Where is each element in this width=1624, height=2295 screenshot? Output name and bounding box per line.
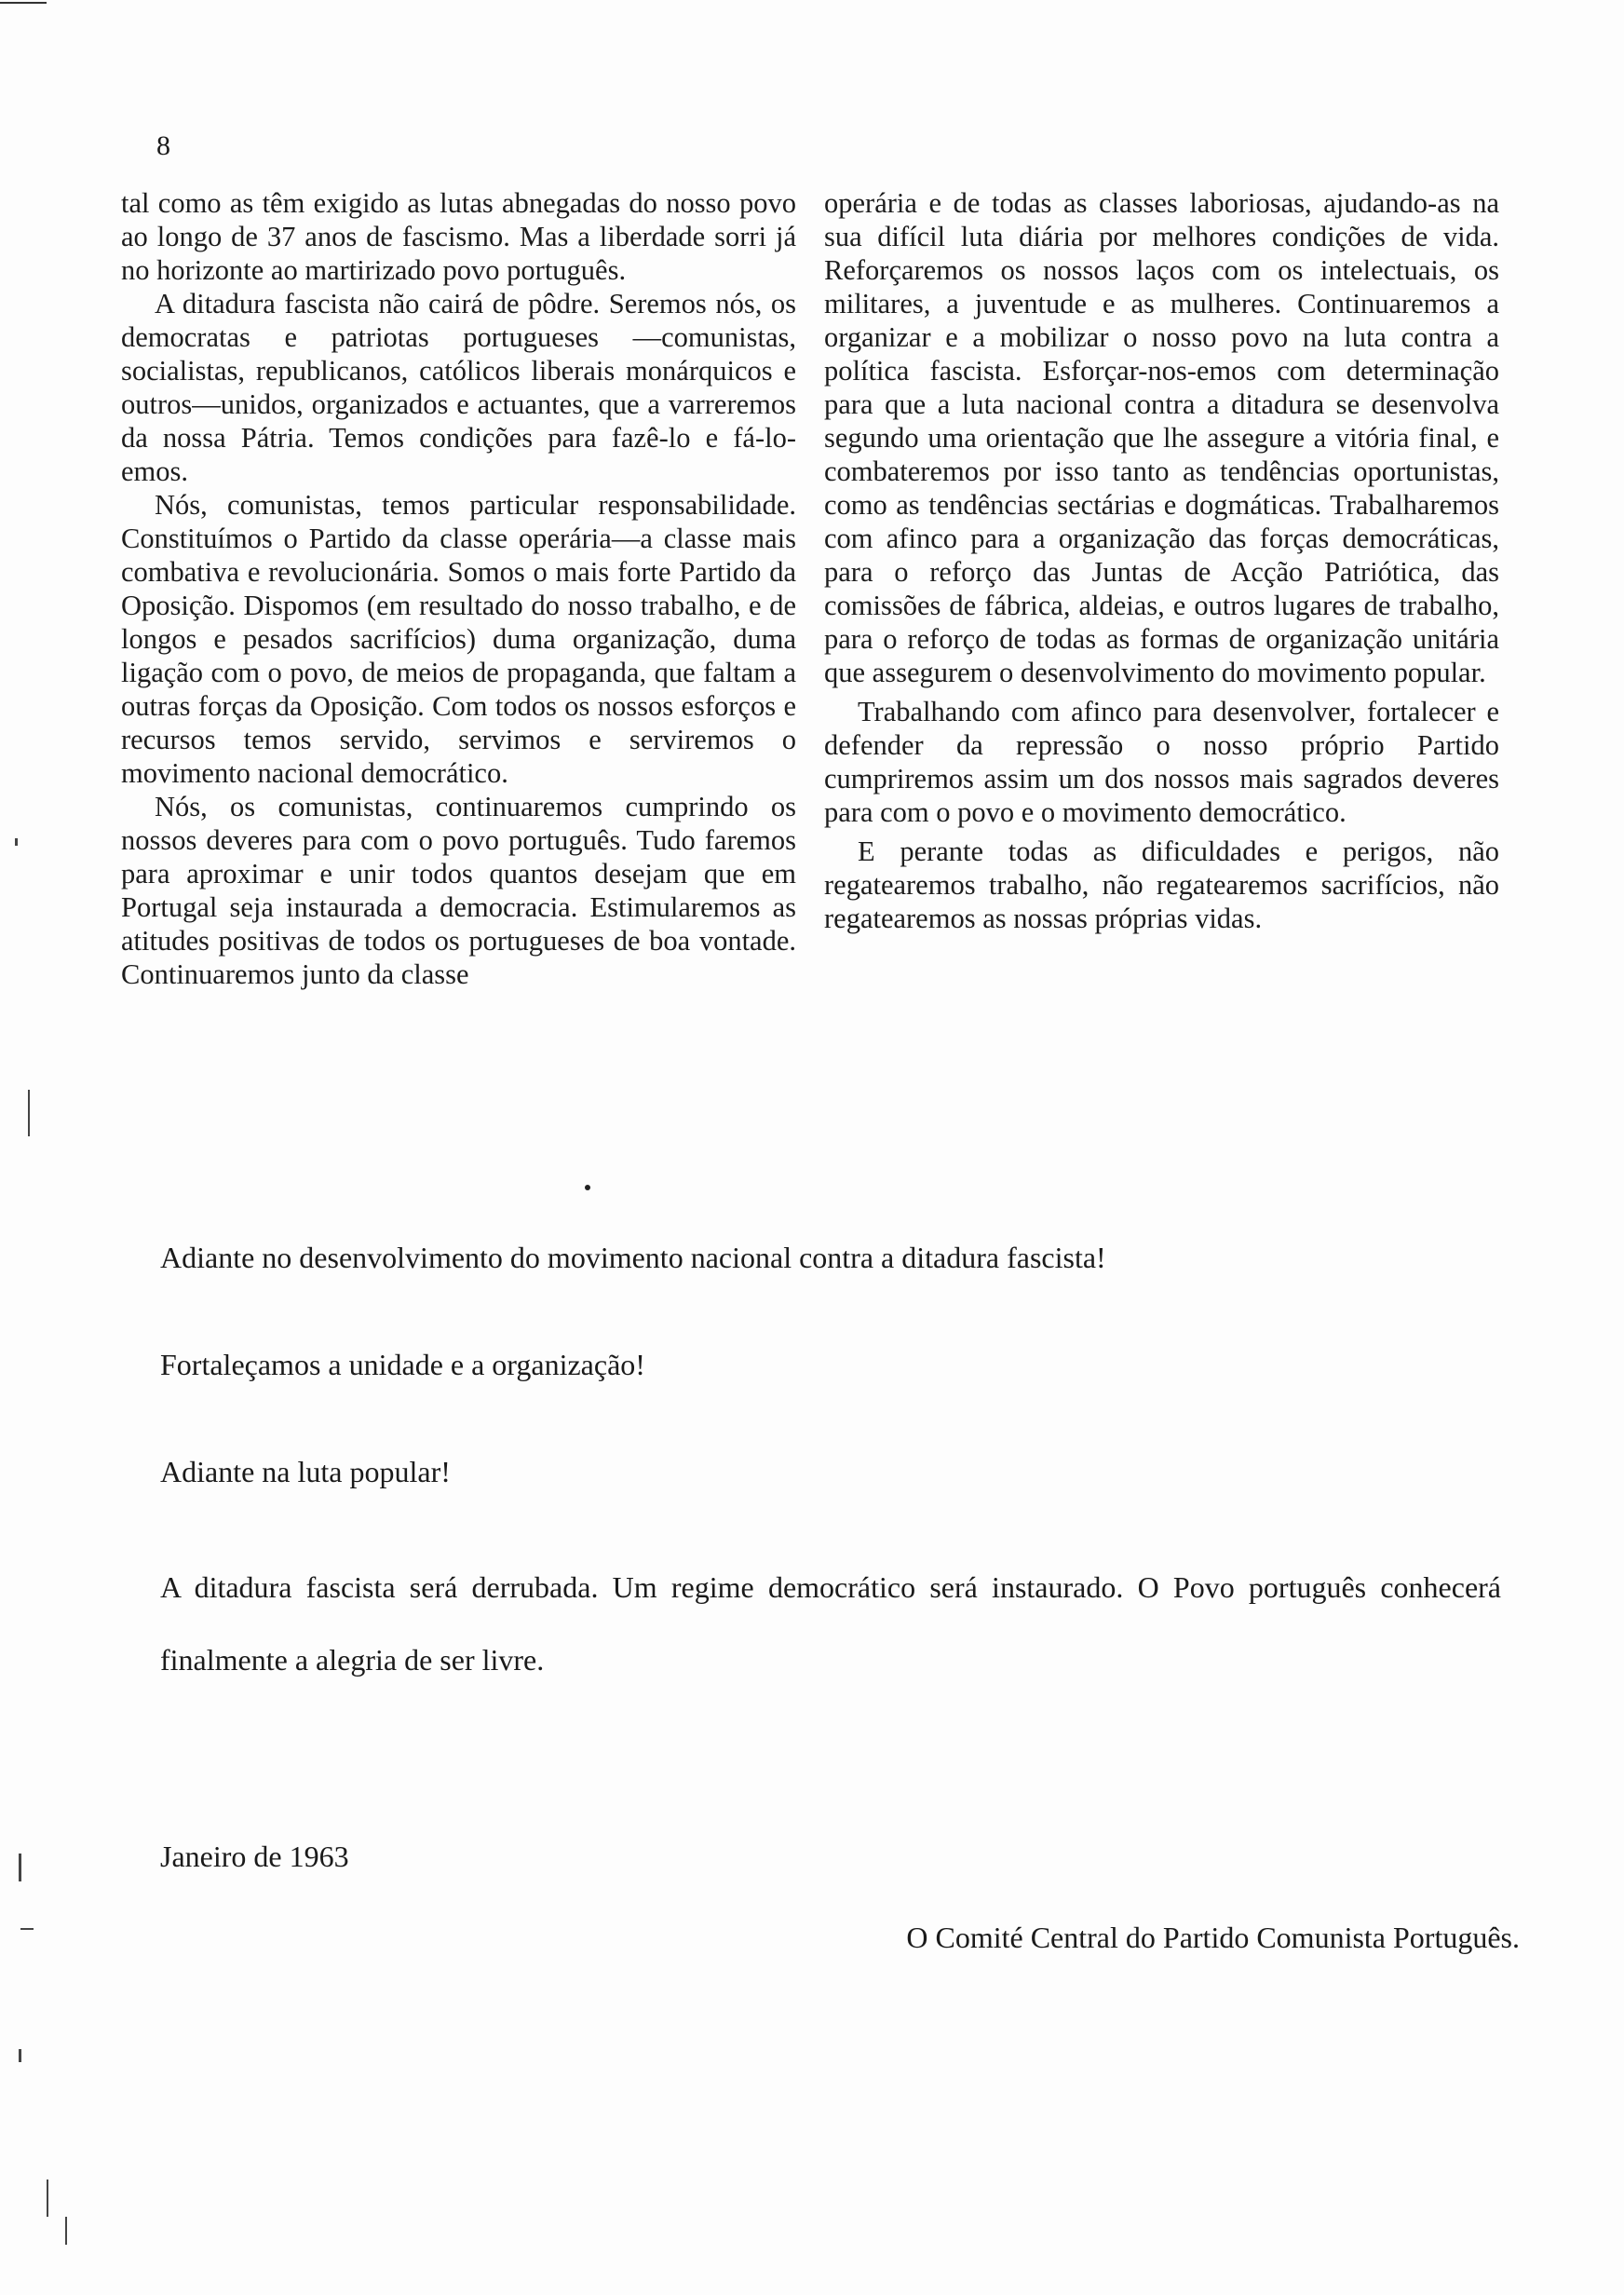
- signature-line: O Comité Central do Partido Comunista Português.: [906, 1921, 1520, 1954]
- body-columns: [121, 186, 1499, 991]
- document-date: Janeiro de 1963: [160, 1840, 349, 1873]
- scan-margin-mark: [28, 1090, 30, 1136]
- right-paragraph-1: operária e de todas as classes laboriosas, ajudando-as na sua difícil luta diária por melhores condições de vida. Reforçaremos os nossos laços com os intelectuais, os militares, a juventude e as mulheres. Continuaremos a organizar e a mobilizar o nosso povo na luta contra a política fascista. Esforçar-nos-emos com determinação para que a luta nacional contra a ditadura se desenvolva segundo uma orientação que lhe assegure a vitória final, e combateremos por isso tanto as tendências oportunistas, como as tendências sectárias e dogmáticas. Trabalharemos com afinco para a organização das forças democráticas, para o reforço das Juntas de Acção Patriótica, das comissões de fábrica, aldeias, e outros lugares de trabalho, para o reforço de todas as formas de organização unitária que assegurem o desenvolvimento do movimento popular.: [824, 187, 1499, 688]
- left-paragraph-3: Nós, comunistas, temos particular responsabilidade. Constituímos o Partido da classe operária—a classe mais combativa e revolucionária. Somos o mais forte Partido da Oposição. Dispomos (em resultado do nosso trabalho, e de longos e pesados sacrifícios) duma organização, duma ligação com o povo, de meios de propaganda, que faltam a outras forças da Oposição. Com todos os nossos esforços e recursos temos servido, servimos e serviremos o movimento nacional democrático.: [121, 489, 796, 789]
- right-paragraph-2: Trabalhando com afinco para desenvolver, fortalecer e defender da repressão o nosso próprio Partido cumpriremos assim um dos nossos mais sagrados deveres para com o povo e o movimento democrático.: [824, 696, 1499, 828]
- slogans-block: [160, 1239, 1501, 1766]
- right-column: [824, 186, 1499, 991]
- scan-edge-mark: [0, 2, 47, 4]
- left-paragraph-4: Nós, os comunistas, continuaremos cumprindo os nossos deveres para com o povo português. Tudo faremos para aproximar e unir todos quantos desejam que em Portugal seja instaurada a democracia. Estimularemos as atitudes positivas de todos os portugueses de boa vontade. Continuaremos junto da classe: [121, 791, 796, 990]
- left-paragraph-1: tal como as têm exigido as lutas abnegadas do nosso povo ao longo de 37 anos de fascismo. Mas a liberdade sorri já no horizonte ao martirizado povo português.: [121, 187, 796, 286]
- slogan-1: Adiante no desenvolvimento do movimento nacional contra a ditadura fascista!: [160, 1241, 1106, 1274]
- scan-margin-mark: [20, 1928, 34, 1930]
- scan-margin-mark: [15, 838, 18, 846]
- ink-dot: [585, 1185, 590, 1190]
- scan-margin-mark: [19, 2049, 21, 2062]
- scan-margin-mark: [19, 1854, 21, 1881]
- slogan-3: Adiante na luta popular!: [160, 1455, 451, 1488]
- page-number: 8: [156, 130, 170, 161]
- left-column: [121, 186, 796, 991]
- left-paragraph-2: A ditadura fascista não cairá de pôdre. Seremos nós, os democratas e patriotas portugueses —comunistas, socialistas, republicanos, católicos liberais monárquicos e outros—unidos, organizados e actuantes, que a varreremos da nossa Pátria. Temos condições para fazê-lo e fá-lo-emos.: [121, 288, 796, 487]
- scan-margin-mark: [65, 2217, 67, 2245]
- slogan-4: A ditadura fascista será derrubada. Um regime democrático será instaurado. O Povo português conhecerá finalmente a alegria de ser livre.: [160, 1570, 1501, 1677]
- slogan-2: Fortaleçamos a unidade e a organização!: [160, 1348, 645, 1381]
- right-paragraph-3: E perante todas as dificuldades e perigos, não regatearemos trabalho, não regatearemos sacrifícios, não regatearemos as nossas próprias vidas.: [824, 835, 1499, 934]
- scan-margin-mark: [47, 2180, 48, 2217]
